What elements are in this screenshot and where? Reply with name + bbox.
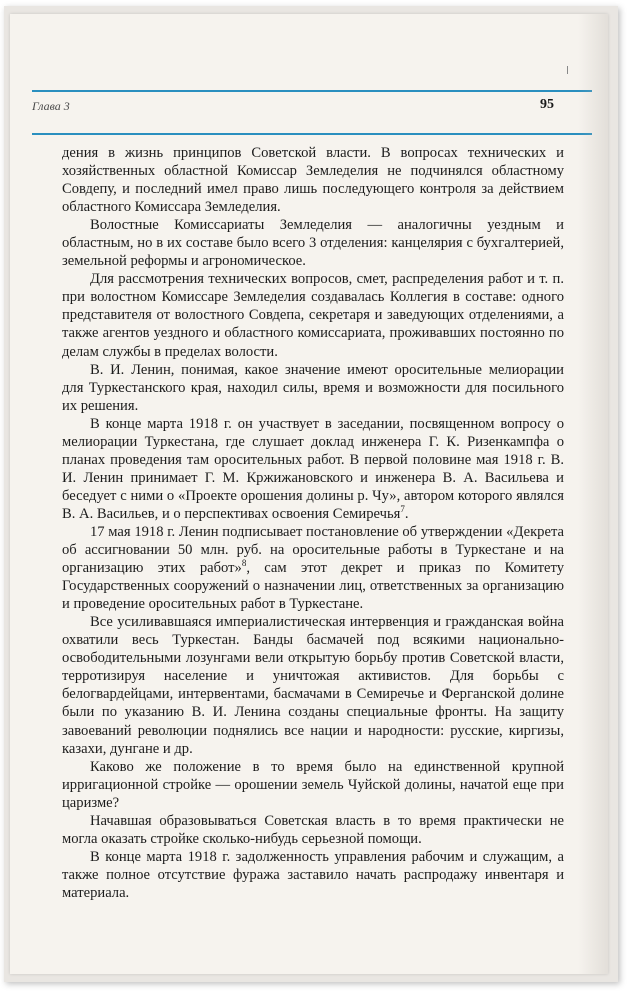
paragraph: [62, 216, 564, 270]
paragraph-text: Для рассмотрения технических вопросов, смет, распределения работ и т. п. при волостном Комиссаре Земледелия создавалась Коллегия в составе: одного представителя от волостного Совдепа, секретаря и заведующих отделениями, а также агентов уездного и областного комиссариата, проживавших постоянно по делам службы в пределах волости.: [62, 271, 564, 360]
paragraph-tail: .: [404, 505, 409, 522]
header-rule-bottom: [32, 133, 592, 135]
paragraph-text: В. И. Ленин, понимая, какое значение имеют оросительные мелиорации для Туркестанского края, находил силы, время и возможности для посильного их решения.: [62, 361, 564, 414]
paragraph: [62, 144, 564, 216]
paragraph: [62, 361, 564, 415]
page-number: 95: [540, 97, 554, 112]
paragraph-text: Каково же положение в то время было на единственной крупной ирригационной стройке — орошении земель Чуйской долины, начатой еще при царизме?: [62, 758, 564, 811]
paragraph: [62, 812, 564, 848]
paragraph: [62, 523, 564, 613]
paragraph-text: В конце марта 1918 г. задолженность управления рабочим и служащим, а также полное отсутствие фуража заставило начать распродажу инвентаря и материала.: [62, 848, 564, 901]
header-rule-top: [32, 90, 592, 92]
paragraph: [62, 415, 564, 523]
paragraph: [62, 758, 564, 812]
body-text: [62, 144, 564, 902]
paragraph-text: В конце марта 1918 г. он участвует в заседании, посвященном вопросу о мелиорации Туркестана, где слушает доклад инженера Г. К. Ризенкампфа о планах проведения там оросительных работ. В первой половине мая 1918 г. В. И. Ленин принимает Г. М. Кржижановского и инженера В. А. Васильева и беседует с ними о «Проекте орошения долины р. Чу», автором которого являлся В. А. Васильев, и о перспективах освоения Семиречья: [62, 415, 564, 522]
paragraph: [62, 613, 564, 757]
paragraph-tail: , сам этот декрет и приказ по Комитету Государственных сооружений о назначении лиц, ответственных за организацию и проведение оросительных работ в Туркестане.: [62, 560, 564, 613]
footnote-ref: 7: [400, 504, 405, 515]
running-head: Глава 3: [32, 99, 70, 113]
paragraph-text: Волостные Комиссариаты Земледелия — аналогичны уездным и областным, но в их составе было всего 3 отделения: канцелярия с бухгалтерией, земельной реформы и агрономическое.: [62, 217, 564, 270]
paragraph-text: 17 мая 1918 г. Ленин подписывает постановление об утверждении «Декрета об ассигновании 50 млн. руб. на оросительные работы в Туркестане и на организацию этих работ»: [62, 523, 564, 577]
paragraph-text: дения в жизнь принципов Советской власти. В вопросах технических и хозяйственных областной Комиссар Земледелия не подчинялся областному Совдепу, и последний имел право лишь последующего контроля за действием областного Комиссара Земледелия.: [62, 145, 564, 216]
paragraph-text: Все усиливавшаяся империалистическая интервенция и гражданская война охватили весь Туркестан. Банды басмачей под всякими национально-освободительными лозунгами вели открытую борьбу против Советской власти, терротизируя население и уничтожая активистов. Для борьбы с белогвардейцами, интервентами, басмачами в Семиречье и Ферганской долине были по указанию В. И. Ленина созданы специальные фронты. На защиту завоеваний революции поднялись все нации и народности: русские, киргизы, казахи, дунгане и др.: [62, 614, 564, 757]
footnote-ref: 8: [241, 558, 247, 569]
paragraph-text: Начавшая образовываться Советская власть в то время практически не могла оказать стройке сколько-нибудь серьезной помощи.: [62, 812, 564, 847]
book-page: [10, 14, 608, 974]
paragraph: [62, 848, 564, 902]
margin-mark: [567, 66, 568, 74]
paragraph: [62, 270, 564, 360]
